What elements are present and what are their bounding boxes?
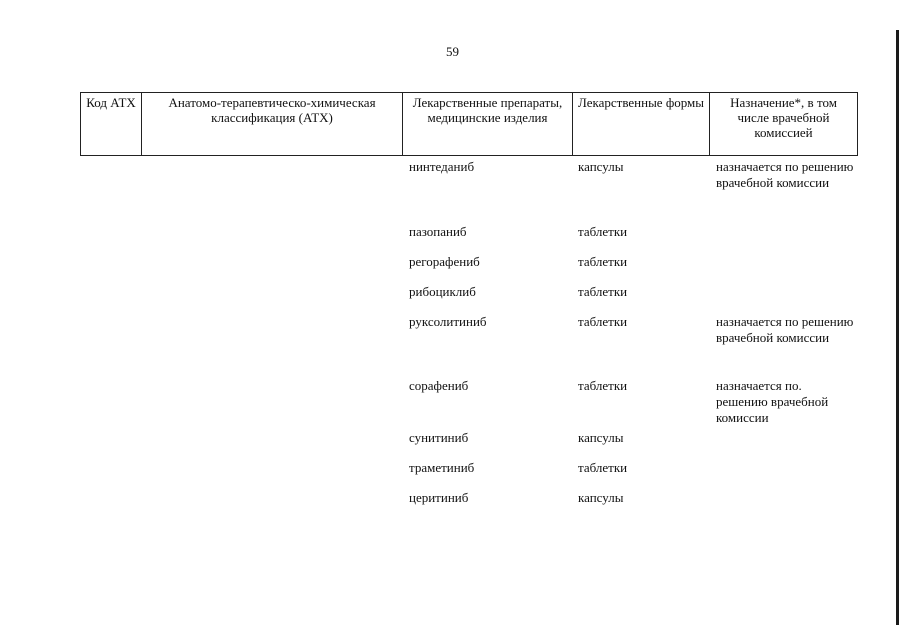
drug-name: сорафениб <box>409 378 469 393</box>
dosage-form: таблетки <box>578 284 628 299</box>
drug-name: регорафениб <box>409 254 480 269</box>
dosage-form: капсулы <box>578 490 624 505</box>
dosage-form: капсулы <box>578 430 624 445</box>
drug-name: нинтеданиб <box>409 159 475 174</box>
prescription-note: назначается по. решению врачебной комиссии <box>716 378 829 425</box>
dosage-form: таблетки <box>578 224 628 239</box>
dosage-form: капсулы <box>578 159 624 174</box>
drug-name: рибоциклиб <box>409 284 476 299</box>
header-atc-code: Код АТХ <box>81 93 142 156</box>
page-number: 59 <box>446 44 459 59</box>
drug-name: руксолитиниб <box>409 314 487 329</box>
prescription-note: назначается по решению врачебной комиссии <box>716 314 854 345</box>
scan-edge-bar <box>896 30 899 625</box>
header-row <box>81 93 858 156</box>
dosage-form: таблетки <box>578 460 628 475</box>
dosage-form: таблетки <box>578 254 628 269</box>
header-dosage-forms: Лекарственные формы <box>573 93 710 156</box>
drug-name: церитиниб <box>409 490 469 505</box>
header-atc-classification: Анатомо-терапевтическо-химическая классификация (АТХ) <box>142 93 403 156</box>
drug-name: пазопаниб <box>409 224 467 239</box>
medication-table-header <box>80 92 858 156</box>
drug-name: сунитиниб <box>409 430 469 445</box>
dosage-form: таблетки <box>578 314 628 329</box>
drug-name: траметиниб <box>409 460 475 475</box>
dosage-form: таблетки <box>578 378 628 393</box>
header-prescription: Назначение*, в том числе врачебной комиссией <box>710 93 858 156</box>
header-drugs: Лекарственные препараты, медицинские изделия <box>403 93 573 156</box>
prescription-note: назначается по решению врачебной комиссии <box>716 159 854 190</box>
